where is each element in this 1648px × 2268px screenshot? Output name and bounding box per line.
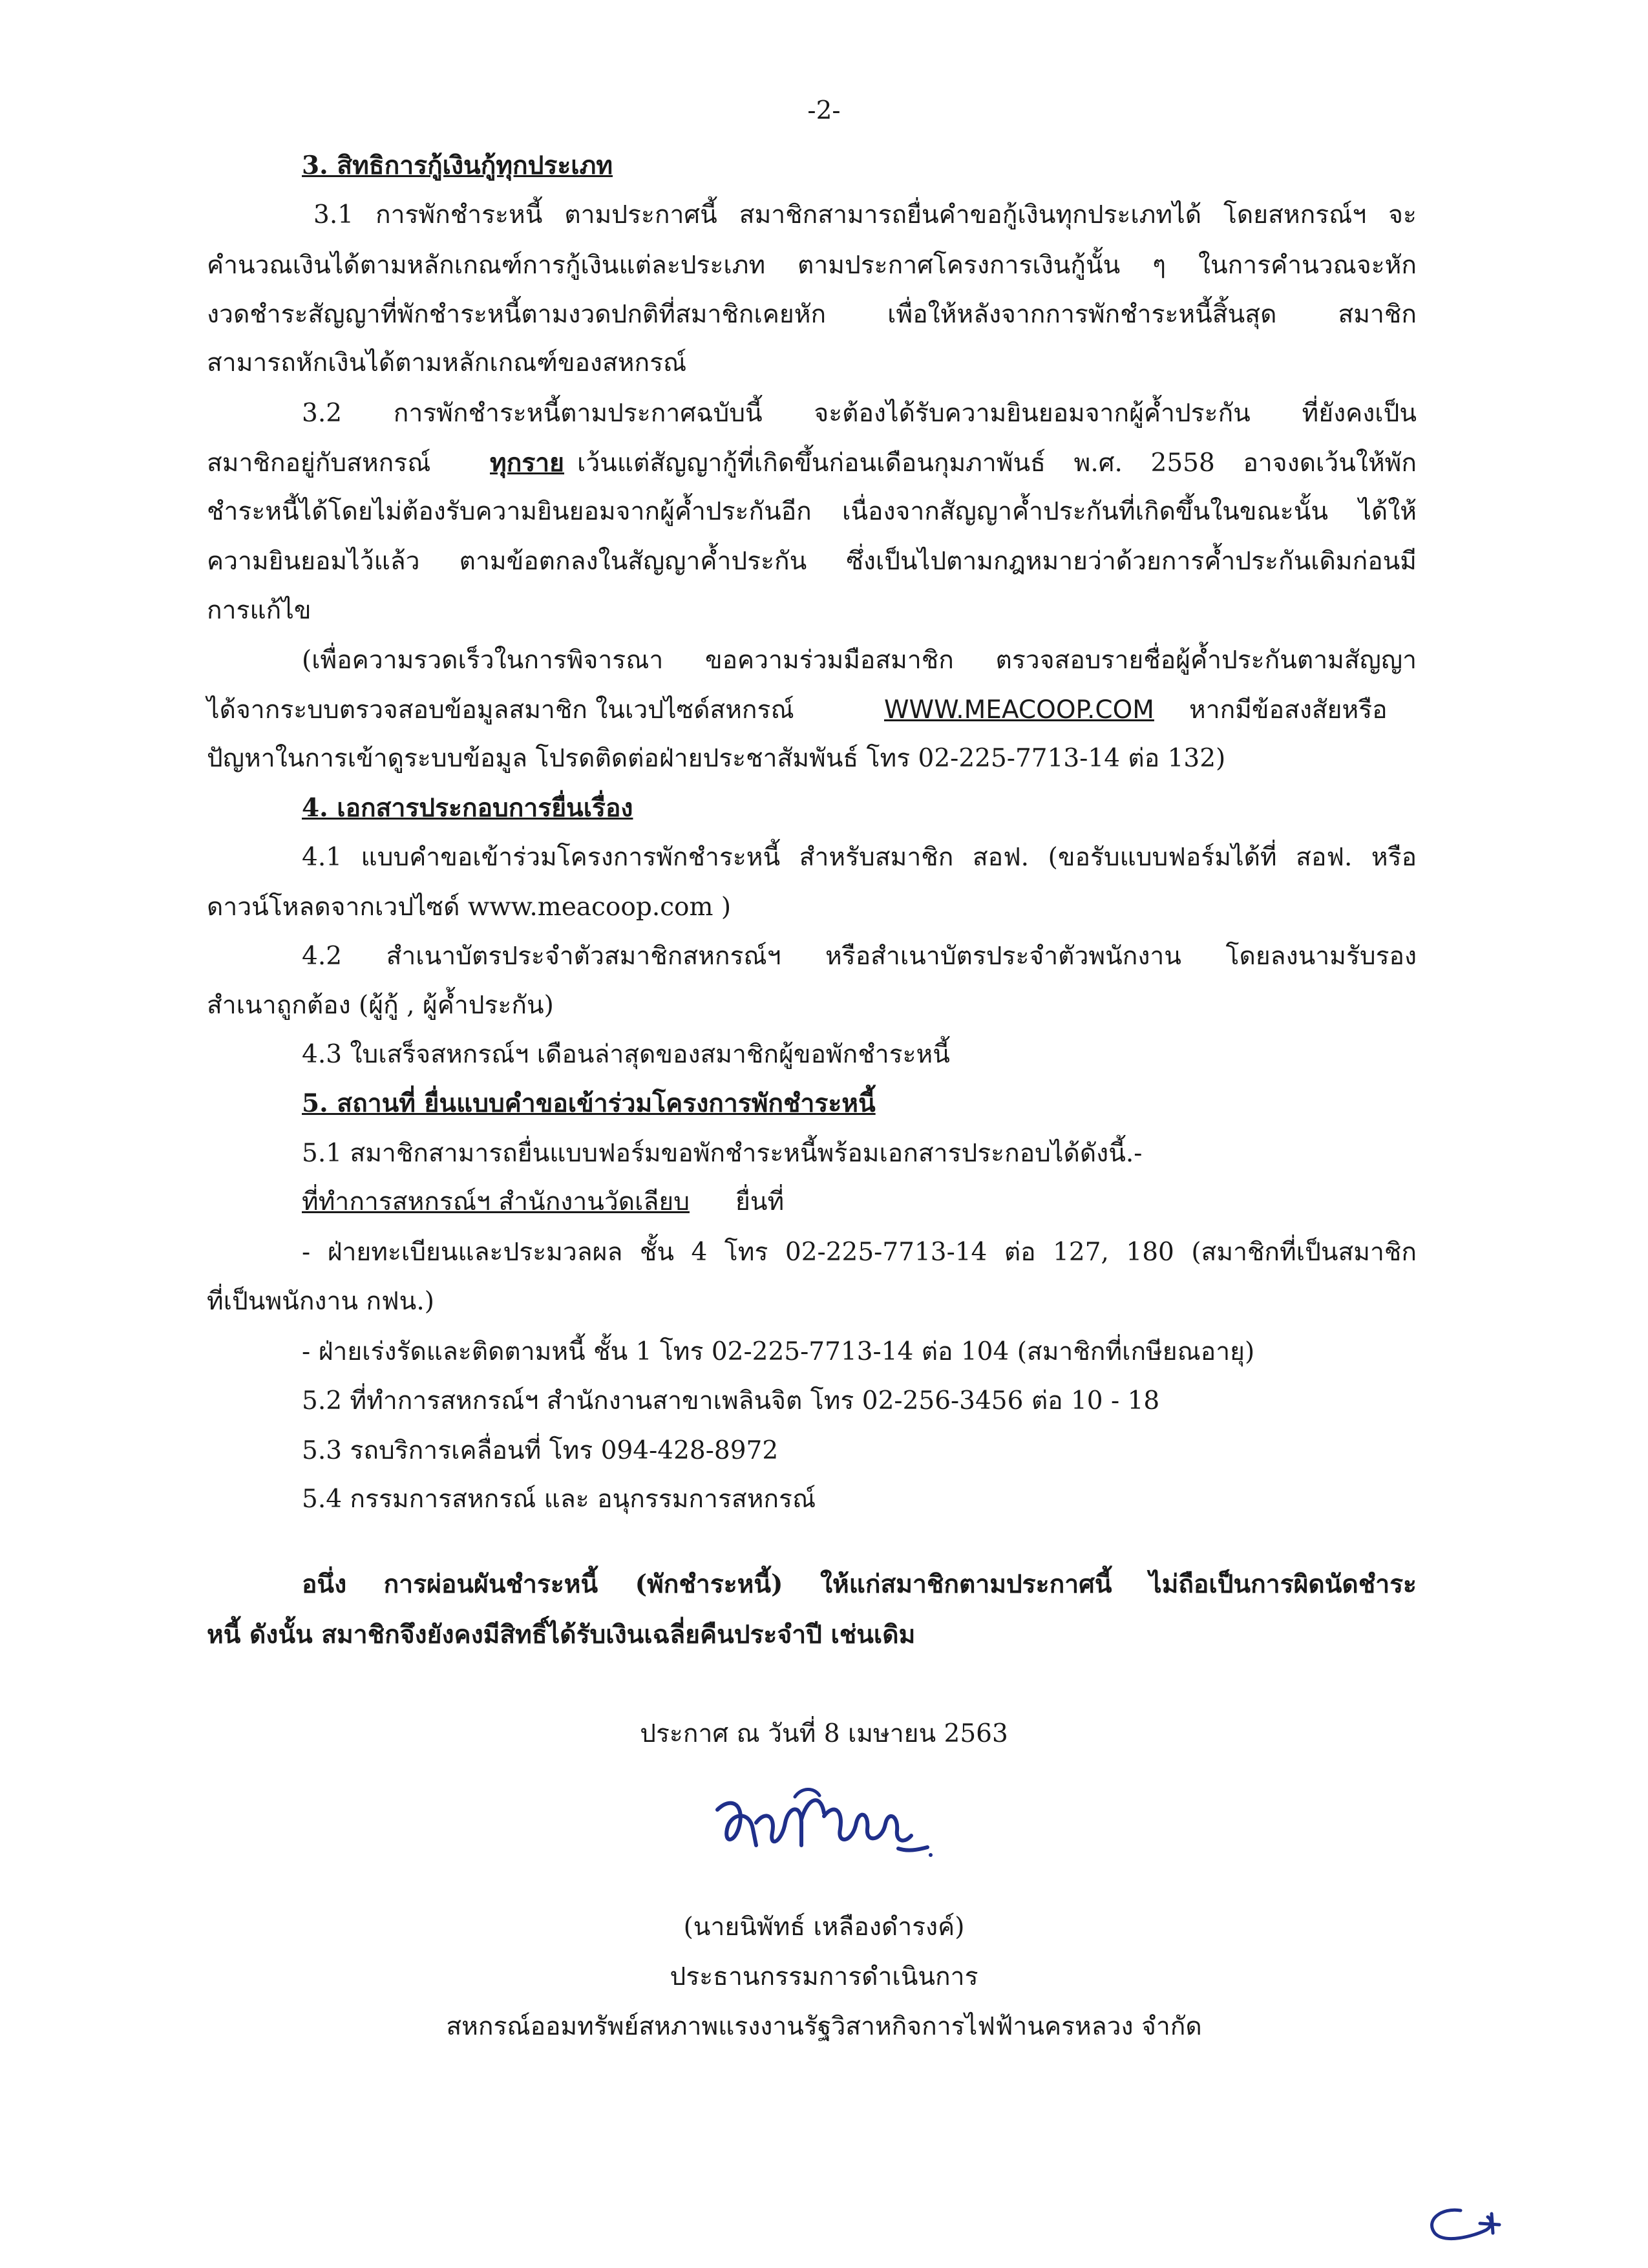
signature-image <box>704 1784 937 1868</box>
closing-line-2: หนี้ ดังนั้น สมาชิกจึงยังคงมีสิทธิ์ได้รับเงินเฉลี่ยคืนประจำปี เช่นเดิม <box>207 1620 916 1649</box>
para-5-1: 5.1 สมาชิกสามารถยื่นแบบฟอร์มขอพักชำระหนี้พร้อมเอกสารประกอบได้ดังนี้.- <box>302 1139 1143 1168</box>
para-3-1-line-4: สามารถหักเงินได้ตามหลักเกณฑ์ของสหกรณ์ <box>207 348 687 377</box>
signatory-name: (นายนิพัทธ์ เหลืองดำรงค์) <box>683 1913 965 1942</box>
para-4-1-line-1: 4.1 แบบคำขอเข้าร่วมโครงการพักชำระหนี้ สำหรับสมาชิก สอฟ. (ขอรับแบบฟอร์มได้ที่ สอฟ. หรือ <box>302 843 1417 872</box>
initials-mark <box>1415 2198 1512 2249</box>
section-4-heading: 4. เอกสารประกอบการยื่นเรื่อง <box>302 793 633 823</box>
note-line-2-start: ได้จากระบบตรวจสอบข้อมูลสมาชิก ในเวปไซด์สหกรณ์ <box>207 695 794 725</box>
website-link[interactable]: WWW.MEACOOP.COM <box>884 695 1154 725</box>
para-3-2-line-2-end: เว้นแต่สัญญากู้ที่เกิดขึ้นก่อนเดือนกุมภาพันธ์ พ.ศ. 2558 อาจงดเว้นให้พัก <box>577 449 1417 478</box>
para-3-2-line-4: ความยินยอมไว้แล้ว ตามข้อตกลงในสัญญาค้ำประกัน ซึ่งเป็นไปตามกฎหมายว่าด้วยการค้ำประกันเดิมก่อนมี <box>207 547 1417 576</box>
note-line-2-end: หากมีข้อสงสัยหรือ <box>1189 695 1388 725</box>
para-3-1-line-3: งวดชำระสัญญาที่พักชำระหนี้ตามงวดปกติที่สมาชิกเคยหัก เพื่อให้หลังจากการพักชำระหนี้สิ้นสุด สมาชิก <box>207 300 1417 329</box>
signatory-title: ประธานกรรมการดำเนินการ <box>670 1962 978 1991</box>
para-3-1-line-1: 3.1 การพักชำระหนี้ ตามประกาศนี้ สมาชิกสามารถยื่นคำขอกู้เงินทุกประเภทได้ โดยสหกรณ์ฯ จะ <box>313 200 1417 229</box>
para-4-3: 4.3 ใบเสร็จสหกรณ์ฯ เดือนล่าสุดของสมาชิกผู้ขอพักชำระหนี้ <box>302 1040 950 1069</box>
note-line-3: ปัญหาในการเข้าดูระบบข้อมูล โปรดติดต่อฝ่ายประชาสัมพันธ์ โทร 02-225-7713-14 ต่อ 132) <box>207 744 1226 773</box>
para-3-2-line-3: ชำระหนี้ได้โดยไม่ต้องรับความยินยอมจากผู้ค้ำประกันอีก เนื่องจากสัญญาค้ำประกันที่เกิดขึ้นในขณะนั้น ได้ให้ <box>207 497 1417 526</box>
dept-2: - ฝ่ายเร่งรัดและติดตามหนี้ ชั้น 1 โทร 02-225-7713-14 ต่อ 104 (สมาชิกที่เกษียณอายุ) <box>302 1337 1255 1366</box>
dept-1-line-2: ที่เป็นพนักงาน กฟน.) <box>207 1287 434 1316</box>
para-4-2-line-2: สำเนาถูกต้อง (ผู้กู้ , ผู้ค้ำประกัน) <box>207 991 554 1020</box>
announcement-date: ประกาศ ณ วันที่ 8 เมษายน 2563 <box>640 1719 1008 1748</box>
para-3-1-line-2: คำนวณเงินได้ตามหลักเกณฑ์การกู้เงินแต่ละประเภท ตามประกาศโครงการเงินกู้นั้น ๆ ในการคำนวณจะหัก <box>207 251 1417 280</box>
note-line-1: (เพื่อความรวดเร็วในการพิจารณา ขอความร่วมมือสมาชิก ตรวจสอบรายชื่อผู้ค้ำประกันตามสัญญา <box>302 646 1417 675</box>
section-5-heading: 5. สถานที่ ยื่นแบบคำขอเข้าร่วมโครงการพักชำระหนี้ <box>302 1088 876 1118</box>
para-4-2-line-1: 4.2 สำเนาบัตรประจำตัวสมาชิกสหกรณ์ฯ หรือสำเนาบัตรประจำตัวพนักงาน โดยลงนามรับรอง <box>302 942 1417 971</box>
para-5-4: 5.4 กรรมการสหกรณ์ และ อนุกรรมการสหกรณ์ <box>302 1485 816 1514</box>
office-label: ที่ทำการสหกรณ์ฯ สำนักงานวัดเลียบ <box>302 1187 690 1216</box>
closing-line-1: อนึ่ง การผ่อนผันชำระหนี้ (พักชำระหนี้) ให้แก่สมาชิกตามประกาศนี้ ไม่ถือเป็นการผิดนัดชำระ <box>302 1569 1417 1599</box>
section-3-heading: 3. สิทธิการกู้เงินกู้ทุกประเภท <box>302 151 613 180</box>
para-5-3: 5.3 รถบริการเคลื่อนที่ โทร 094-428-8972 <box>302 1436 779 1465</box>
para-4-1-line-2: ดาวน์โหลดจากเวปไซด์ www.meacoop.com ) <box>207 893 732 922</box>
signatory-organization: สหกรณ์ออมทรัพย์สหภาพแรงงานรัฐวิสาหกิจการไฟฟ้านครหลวง จำกัด <box>446 2012 1202 2041</box>
para-3-2-line-1: 3.2 การพักชำระหนี้ตามประกาศฉบับนี้ จะต้องได้รับความยินยอมจากผู้ค้ำประกัน ที่ยังคงเป็น <box>302 399 1417 428</box>
para-3-2-line-5: การแก้ไข <box>207 596 312 625</box>
para-5-2: 5.2 ที่ทำการสหกรณ์ฯ สำนักงานสาขาเพลินจิต โทร 02-256-3456 ต่อ 10 - 18 <box>302 1386 1160 1415</box>
para-3-2-emphasis: ทุกราย <box>490 448 565 478</box>
para-3-2-line-2-start: สมาชิกอยู่กับสหกรณ์ <box>207 449 431 478</box>
page-number: -2- <box>807 96 841 125</box>
dept-1-line-1: - ฝ่ายทะเบียนและประมวลผล ชั้น 4 โทร 02-225-7713-14 ต่อ 127, 180 (สมาชิกที่เป็นสมาชิก <box>302 1238 1417 1267</box>
office-suffix: ยื่นที่ <box>735 1187 785 1216</box>
